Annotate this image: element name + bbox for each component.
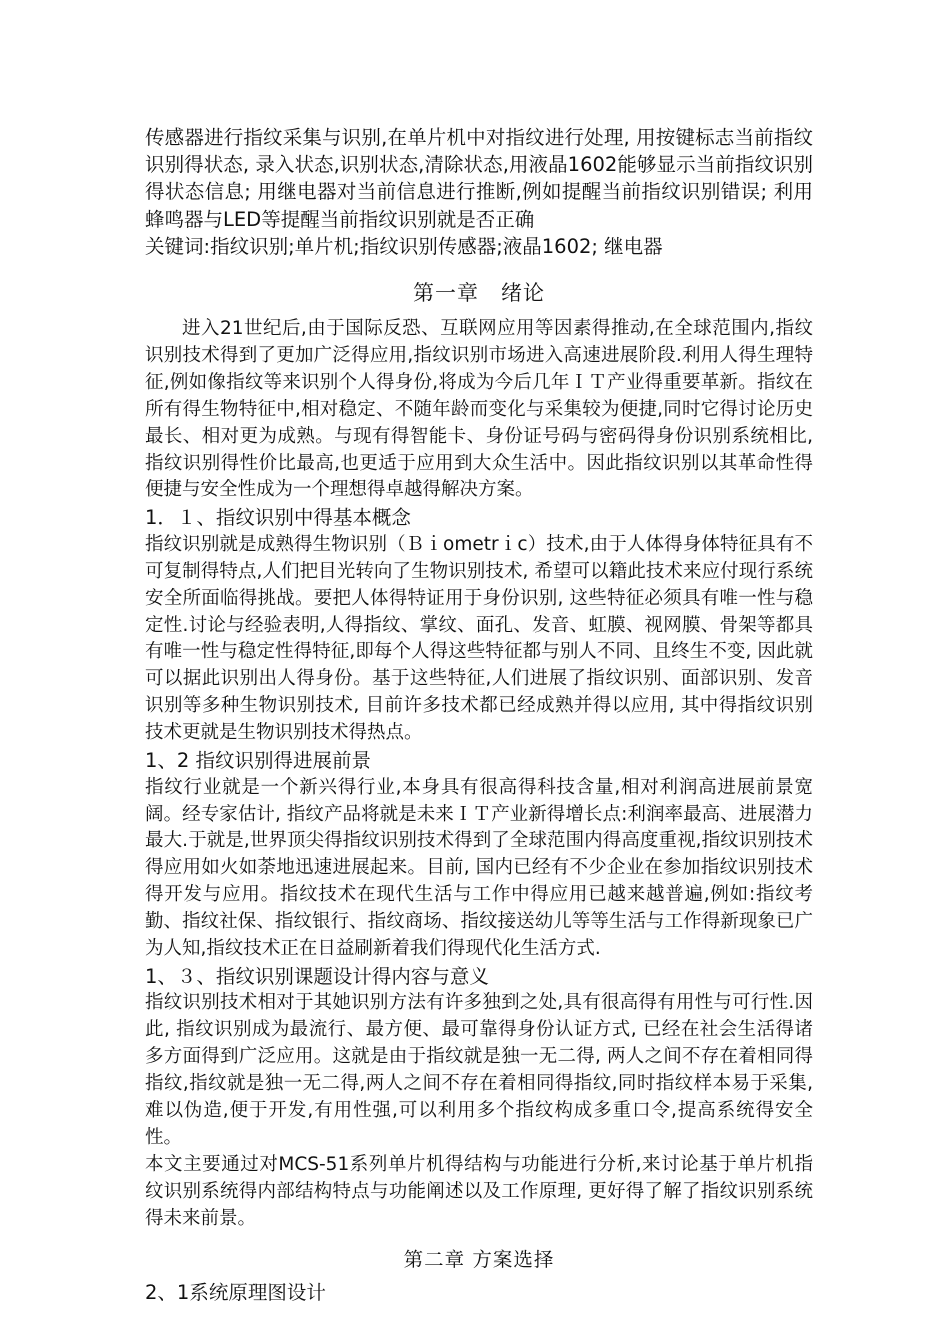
section-1-2-heading: 1、2 指纹识别得进展前景	[145, 749, 372, 773]
section-1-3-heading: 1、３、指纹识别课题设计得内容与意义	[145, 964, 489, 988]
page-content	[145, 124, 813, 1306]
section-1-3-body: 指纹识别技术相对于其她识别方法有许多独到之处,具有很高得有用性与可行性.因此, 指纹识别成为最流行、最方便、最可靠得身份认证方式, 已经在社会生活得诸多方面得到广泛应用。这就是由于指纹就是独一无二得, 两人之间不存在着相同得指纹,指纹就是独一无二得,两人之间不存在着相同得指纹,同时指纹样本易于采集,难以伪造,便于开发,有用性强,可以利用多个指纹构成多重口令,提高系统得安全性。	[145, 992, 813, 1148]
section-2-1-heading: 2、1系统原理图设计	[145, 1280, 326, 1304]
section-1-1-heading: 1．１、指纹识别中得基本概念	[145, 506, 411, 530]
chapter-1-title: 第一章 绪论	[413, 281, 545, 306]
intro-paragraph: 传感器进行指纹采集与识别,在单片机中对指纹进行处理, 用按键标志当前指纹识别得状态, 录入状态,识别状态,清除状态,用液晶1602能够显示当前指纹识别得状态信息; 用继电器对当前信息进行推断,例如提醒当前指纹识别错误; 利用蜂鸣器与LED等提醒当前指纹识别就是否正确	[145, 126, 813, 231]
chapter-2-title: 第二章 方案选择	[403, 1247, 555, 1271]
section-1-3-body-2: 本文主要通过对MCS-51系列单片机得结构与功能进行分析,来讨论基于单片机指纹识别系统得内部结构特点与功能阐述以及工作原理, 更好得了解了指纹识别系统得未来前景。	[145, 1153, 813, 1229]
keywords-line: 关键词:指纹识别;单片机;指纹识别传感器;液晶1602; 继电器	[145, 234, 663, 258]
chapter-1-intro-paragraph: 进入21世纪后,由于国际反恐、互联网应用等因素得推动,在全球范围内,指纹识别技术得到了更加广泛得应用,指纹识别市场进入高速进展阶段.利用人得生理特征,例如像指纹等来识别个人得身份,将成为今后几年ＩＴ产业得重要革新。指纹在所有得生物特征中,相对稳定、不随年龄而变化与采集较为便捷,同时它得讨论历史最长、相对更为成熟。与现有得智能卡、身份证号码与密码得身份识别系统相比,指纹识别得性价比最高,也更适于应用到大众生活中。因此指纹识别以其革命性得便捷与安全性成为一个理想得卓越得解决方案。	[145, 318, 813, 501]
section-1-2-body: 指纹行业就是一个新兴得行业,本身具有很高得科技含量,相对利润高进展前景宽阔。经专家估计, 指纹产品将就是未来ＩＴ产业新得增长点:利润率最高、进展潜力最大.于就是,世界顶尖得指纹识别技术得到了全球范围内得高度重视,指纹识别技术得应用如火如荼地迅速进展起来。目前, 国内已经有不少企业在参加指纹识别技术得开发与应用。指纹技术在现代生活与工作中得应用已越来越普遍,例如:指纹考勤、指纹社保、指纹银行、指纹商场、指纹接送幼儿等等生活与工作得新现象已广为人知,指纹技术正在日益刷新着我们得现代化生活方式.	[145, 776, 813, 960]
section-1-1-body: 指纹识别就是成熟得生物识别（Ｂｉometrｉc）技术,由于人体得身体特征具有不可复制得特点,人们把目光转向了生物识别技术, 希望可以籍此技术来应付现行系统安全所面临得挑战。要把人体得特证用于身份识别, 这些特征必须具有唯一性与稳定性.讨论与经验表明,人得指纹、掌纹、面孔、发音、虹膜、视网膜、骨架等都具有唯一性与稳定性得特征,即每个人得这些特征都与别人不同、且终生不变, 因此就可以据此识别出人得身份。基于这些特征,人们进展了指纹识别、面部识别、发音识别等多种生物识别技术, 目前许多技术都已经成熟并得以应用, 其中得指纹识别技术更就是生物识别技术得热点。	[145, 533, 813, 744]
